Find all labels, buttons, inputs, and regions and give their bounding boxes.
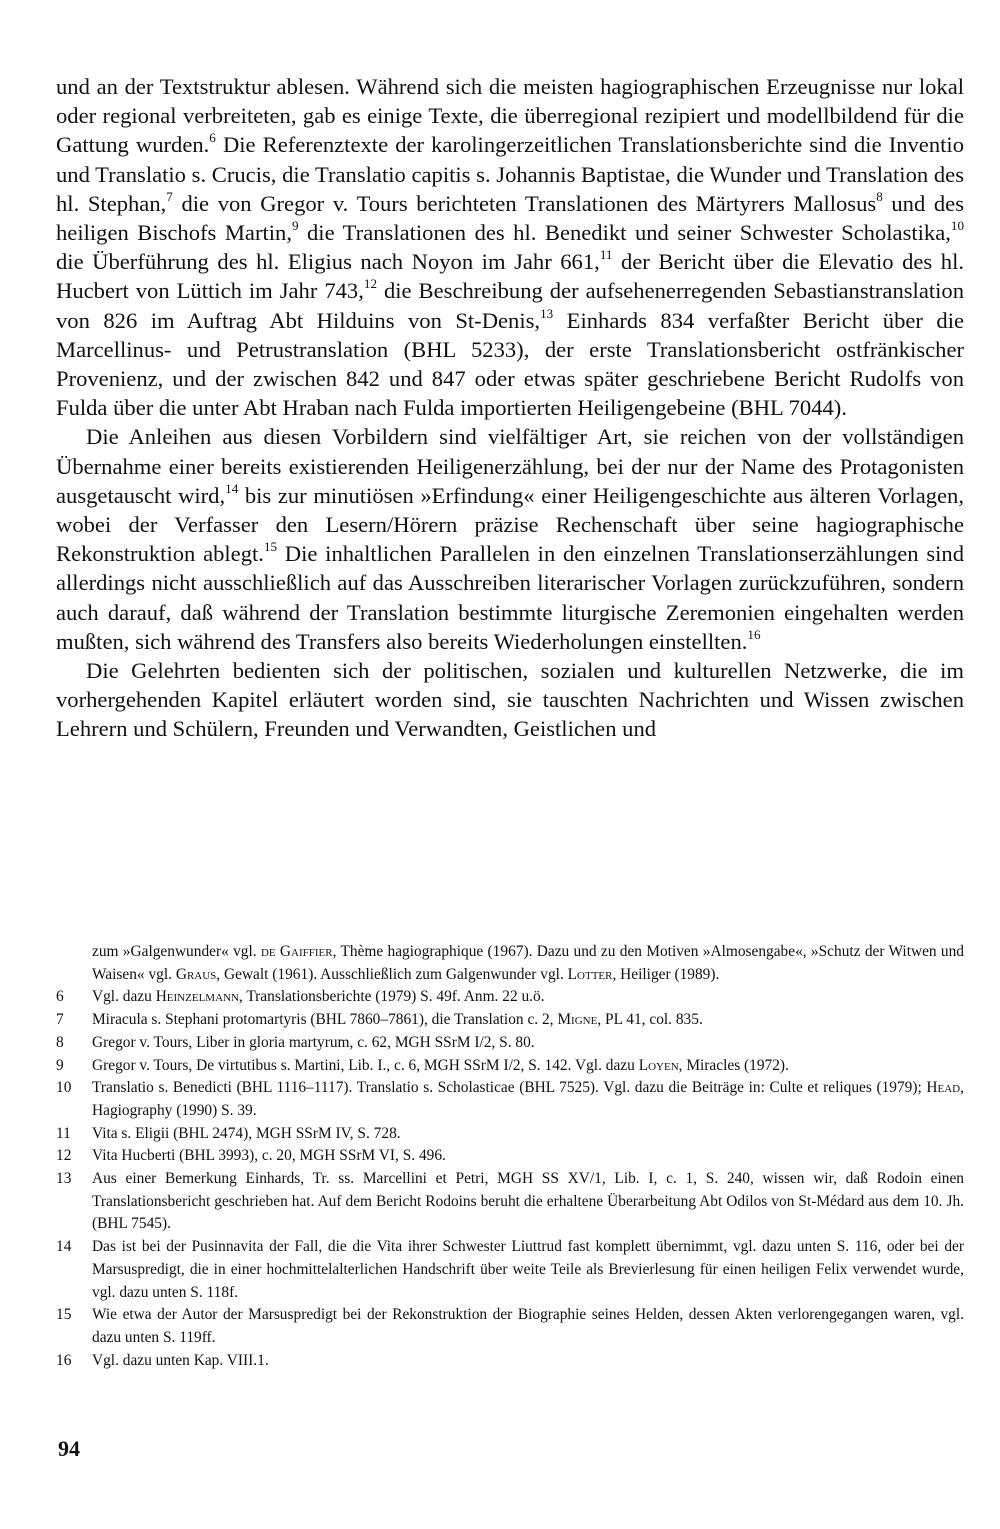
footnote-text: Vgl. dazu unten Kap. VIII.1. bbox=[92, 1351, 269, 1369]
footnote-reference: 12 bbox=[363, 276, 377, 292]
footnote-reference: 15 bbox=[263, 539, 278, 555]
footnote bbox=[56, 1123, 964, 1146]
footnote-number: 10 bbox=[56, 1079, 72, 1097]
footnote-reference: 7 bbox=[166, 188, 173, 204]
footnote-list bbox=[56, 986, 964, 1372]
author-name: Migne bbox=[557, 1011, 598, 1029]
footnote-text: Gregor v. Tours, De virtutibus s. Martini, Lib. I., c. 6, MGH SSrM I/2, S. 142. Vgl. dazu Loyen, Miracles (1972). bbox=[92, 1056, 789, 1074]
paragraph: Die Anleihen aus diesen Vorbildern sind vielfältiger Art, sie reichen von der vollständigen Übernahme einer bereits existierenden Heiligenerzählung, bei der nur der Name des Protagonisten ausgetauscht wird,$^{14}$ bis zur minutiösen »Erfindung« einer Heiligengeschichte aus älteren Vorlagen, wobei der Verfasser den Lesern/Hörern präzise Rechenschaft über seine hagiographische Rekonstruktion ablegt.$^{15}$ Die inhaltlichen Parallelen in den einzelnen Translationserzählungen sind allerdings nicht ausschließlich auf das Ausschreiben literarischer Vorlagen zurückzuführen, sondern auch darauf, daß während der Translation bestimmte liturgische Zeremonien eingehalten werden mußten, sich während des Transfers also bereits Wiederholungen einstellten.$^{16}$ bbox=[56, 424, 964, 654]
paragraph: und an der Textstruktur ablesen. Während sich die meisten hagiographischen Erzeugnisse nur lokal oder regional verbreiteten, gab es einige Texte, die überregional rezipiert und modellbildend für die Gattung wurden.$^6$ Die Referenztexte der karolingerzeitlichen Translationsberichte sind die Inventio und Translatio s. Crucis, die Translatio capitis s. Johannis Baptistae, die Wunder und Translation des hl. Stephan,$^7$ die von Gregor v. Tours berichteten Translationen des Märtyrers Mallosus$^8$ und des heiligen Bischofs Martin,$^9$ die Translationen des hl. Benedikt und seiner Schwester Scholastika,$^{10}$ die Überführung des hl. Eligius nach Noyon im Jahr 661,11 der Bericht über die Elevatio des hl. Hucbert von Lüttich im Jahr 743,12 die Beschreibung der aufsehenerregenden Sebastianstranslation von 826 im Auftrag Abt Hilduins von St-Denis,$^{13}$ Einhards 834 verfaßter Bericht über die Marcellinus- und Petrustranslation (BHL 5233), der erste Translationsbericht ostfränkischer Provenienz, und der zwischen 842 und 847 oder etwas später geschriebene Bericht Rudolfs von Fulda über die unter Abt Hraban nach Fulda importierten Heiligengebeine (BHL 7044). bbox=[56, 74, 965, 421]
footnote-number: 14 bbox=[56, 1238, 72, 1256]
footnote-reference: 14 bbox=[225, 481, 239, 497]
footnote-number: 11 bbox=[56, 1124, 71, 1142]
footnote-number: 13 bbox=[56, 1170, 72, 1188]
footnote-reference: 16 bbox=[747, 627, 761, 643]
author-name: Graus bbox=[175, 965, 217, 983]
footnote-reference: 6 bbox=[209, 130, 216, 146]
footnote-text: Vita Hucberti (BHL 3993), c. 20, MGH SSrM VI, S. 496. bbox=[92, 1147, 446, 1165]
footnote-text: Das ist bei der Pusinnavita der Fall, die die Vita ihrer Schwester Liuttrud fast komplett übernimmt, vgl. dazu unten S. 116, oder bei der Marsuspredigt, die in einer hochmittelalterlichen Handschrift über weite Teile als Brevierlesung für einen heiligen Felix verwendet wurde, vgl. dazu unten S. 118f. bbox=[92, 1238, 964, 1301]
footnote-number: 15 bbox=[56, 1306, 72, 1324]
footnote bbox=[56, 1168, 964, 1236]
footnote-reference: 13 bbox=[540, 305, 554, 321]
author-name: Heinzelmann bbox=[155, 988, 239, 1006]
footnote-number: 9 bbox=[56, 1056, 64, 1074]
footnote-number: 16 bbox=[56, 1351, 72, 1369]
footnote-text: Gregor v. Tours, Liber in gloria martyrum, c. 62, MGH SSrM I/2, S. 80. bbox=[92, 1033, 535, 1051]
footnote-reference: 10 bbox=[950, 218, 964, 234]
footnote bbox=[56, 1077, 964, 1122]
footnote bbox=[56, 986, 964, 1009]
footnote bbox=[56, 1009, 964, 1032]
main-text bbox=[56, 72, 964, 744]
footnote bbox=[56, 1350, 964, 1373]
footnote bbox=[56, 1304, 964, 1349]
footnote-number: 7 bbox=[56, 1011, 64, 1029]
footnote-text: Vita s. Eligii (BHL 2474), MGH SSrM IV, S. 728. bbox=[92, 1124, 401, 1142]
author-name: de Gaiffier bbox=[260, 943, 333, 960]
footnote-reference: 8 bbox=[876, 188, 883, 204]
footnote-text: Vgl. dazu Heinzelmann, Translationsberichte (1979) S. 49f. Anm. 22 u.ö. bbox=[92, 988, 545, 1006]
footnote-text: Aus einer Bemerkung Einhards, Tr. ss. Marcellini et Petri, MGH SS XV/1, Lib. I, c. 1, S. 240, wissen wir, daß Rodoin einen Translationsbericht geschrieben hat. Auf dem Bericht Rodoins beruht die erhaltene Überarbeitung Abt Odilos von St-Médard aus dem 10. Jh. (BHL 7545). bbox=[92, 1170, 964, 1233]
footnote-text: Miracula s. Stephani protomartyris (BHL 7860–7861), die Translation c. 2, Migne, PL 41, col. 835. bbox=[92, 1011, 703, 1029]
footnote bbox=[56, 1055, 964, 1078]
footnote-number: 12 bbox=[56, 1147, 72, 1165]
footnote-text: Translatio s. Benedicti (BHL 1116–1117). Translatio s. Scholasticae (BHL 7525). Vgl. dazu die Beiträge in: Culte et reliques (1979); Head, Hagiography (1990) S. 39. bbox=[92, 1079, 964, 1119]
paragraph: Die Gelehrten bedienten sich der politischen, sozialen und kulturellen Netzwerke, die im vorhergehenden Kapitel erläutert worden sind, sie tauschten Nachrichten und Wissen zwischen Lehrern und Schülern, Freunden und Verwandten, Geistlichen und bbox=[56, 658, 964, 742]
footnote-reference: 11 bbox=[599, 247, 613, 263]
footnote bbox=[56, 1032, 964, 1055]
footnote-text: Wie etwa der Autor der Marsuspredigt bei der Rekonstruktion der Biographie seines Helden, dessen Akten verlorengegangen waren, vgl. dazu unten S. 119ff. bbox=[92, 1306, 964, 1346]
footnote-reference: 9 bbox=[291, 218, 299, 234]
author-name: Head bbox=[926, 1079, 961, 1097]
author-name: Lotter bbox=[567, 965, 613, 983]
page-number: 94 bbox=[58, 1436, 80, 1461]
footnote-number: 6 bbox=[56, 988, 64, 1006]
footnote bbox=[56, 1145, 964, 1168]
footnote bbox=[56, 1236, 964, 1304]
footnote-number: 8 bbox=[56, 1033, 64, 1051]
footnote-continuation: zum »Galgenwunder« vgl. de Gaiffier, Thème hagiographique (1967). Dazu und zu den Motiven »Almosengabe«, »Schutz der Witwen und Waisen« vgl. Graus, Gewalt (1961). Ausschließlich zum Galgenwunder vgl. Lotter, Heiliger (1989). bbox=[92, 943, 965, 983]
footnotes bbox=[56, 941, 964, 1372]
author-name: Loyen bbox=[638, 1056, 679, 1074]
